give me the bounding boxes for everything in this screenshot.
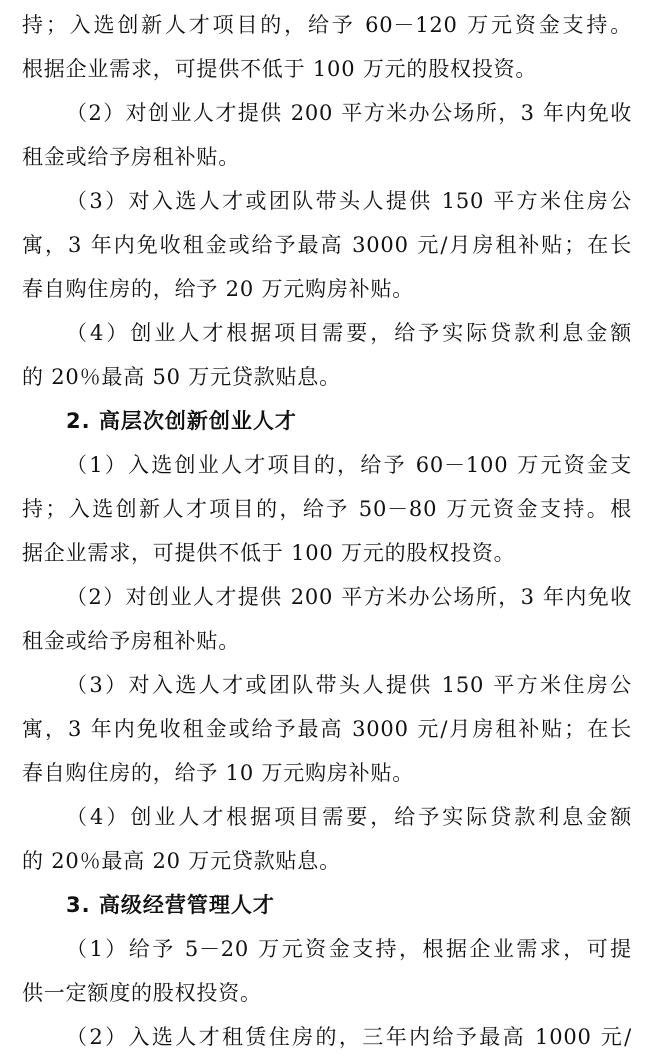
text-line: （2）入选人才租赁住房的，三年内给予最高 1000 元/ [66, 1025, 632, 1049]
text-line: （1）给予 5－20 万元资金支持，根据企业需求，可提 [66, 937, 632, 961]
text-line: （3）对入选人才或团队带头人提供 150 平方米住房公 [66, 673, 632, 697]
text-line: 春自购住房的，给予 20 万元购房补贴。 [22, 277, 415, 301]
text-line: （1）入选创业人才项目的，给予 60－100 万元资金支 [66, 453, 632, 477]
text-line: 春自购住房的，给予 10 万元购房补贴。 [22, 761, 415, 785]
section-heading: 2. 高层次创新创业人才 [66, 409, 297, 433]
text-line: （3）对入选人才或团队带头人提供 150 平方米住房公 [66, 189, 632, 213]
text-line: （2）对创业人才提供 200 平方米办公场所，3 年内免收 [66, 585, 632, 609]
text-line: 据企业需求，可提供不低于 100 万元的股权投资。 [22, 541, 516, 565]
section-heading: 3. 高级经营管理人才 [66, 893, 275, 917]
text-line: 供一定额度的股权投资。 [22, 981, 262, 1005]
text-line: 寓，3 年内免收租金或给予最高 3000 元/月房租补贴；在长 [22, 717, 632, 741]
text-line: （4）创业人才根据项目需要，给予实际贷款利息金额 [66, 321, 632, 345]
text-line: 的 20％最高 20 万元贷款贴息。 [22, 849, 341, 873]
text-line: 的 20％最高 50 万元贷款贴息。 [22, 365, 341, 389]
text-line: 租金或给予房租补贴。 [22, 145, 240, 169]
text-line: 租金或给予房租补贴。 [22, 629, 240, 653]
text-line: （2）对创业人才提供 200 平方米办公场所，3 年内免收 [66, 101, 632, 125]
text-line: 寓，3 年内免收租金或给予最高 3000 元/月房租补贴；在长 [22, 233, 632, 257]
text-line: （4）创业人才根据项目需要，给予实际贷款利息金额 [66, 805, 632, 829]
text-line: 根据企业需求，可提供不低于 100 万元的股权投资。 [22, 57, 538, 81]
text-line: 持；入选创新人才项目的，给予 50－80 万元资金支持。根 [22, 497, 632, 521]
text-line: 持；入选创新人才项目的，给予 60－120 万元资金支持。 [22, 13, 632, 37]
